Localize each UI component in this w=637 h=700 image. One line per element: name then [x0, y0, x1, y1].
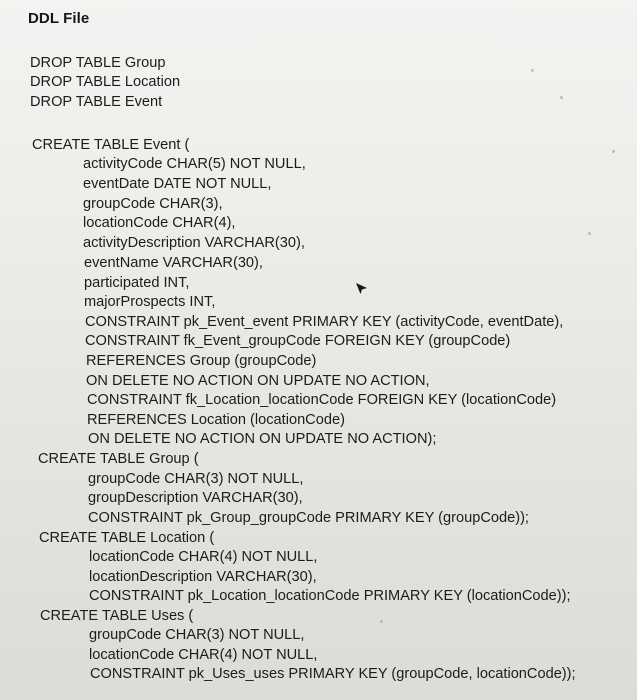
drop-statement-group: DROP TABLE Group	[30, 55, 166, 71]
screen-speck	[531, 69, 534, 72]
location-constraint-line: CONSTRAINT pk_Location_locationCode PRIMARY KEY (locationCode));	[89, 588, 571, 604]
create-location-header: CREATE TABLE Location (	[39, 530, 215, 546]
screen-speck	[588, 232, 591, 235]
event-column-line: majorProspects INT,	[84, 294, 216, 310]
uses-column-line: groupCode CHAR(3) NOT NULL,	[89, 627, 305, 643]
event-constraint-line: CONSTRAINT fk_Event_groupCode FOREIGN KEY (groupCode)	[85, 333, 511, 349]
event-column-line: eventDate DATE NOT NULL,	[83, 176, 272, 192]
drop-statement-location: DROP TABLE Location	[30, 74, 181, 90]
uses-column-line: locationCode CHAR(4) NOT NULL,	[89, 647, 318, 663]
event-column-line: participated INT,	[84, 275, 190, 291]
event-constraint-line: REFERENCES Group (groupCode)	[86, 353, 317, 369]
drop-statement-event: DROP TABLE Event	[30, 94, 163, 110]
event-constraint-line: CONSTRAINT pk_Event_event PRIMARY KEY (activityCode, eventDate),	[85, 314, 564, 330]
create-uses-header: CREATE TABLE Uses (	[40, 608, 194, 624]
event-column-line: activityCode CHAR(5) NOT NULL,	[83, 156, 306, 172]
event-column-line: locationCode CHAR(4),	[83, 215, 236, 231]
event-constraint-line: CONSTRAINT fk_Location_locationCode FOREIGN KEY (locationCode)	[87, 392, 557, 408]
create-event-header: CREATE TABLE Event (	[32, 137, 190, 153]
location-column-line: locationCode CHAR(4) NOT NULL,	[89, 549, 318, 565]
group-constraint-line: CONSTRAINT pk_Group_groupCode PRIMARY KEY (groupCode));	[88, 510, 529, 526]
event-column-line: groupCode CHAR(3),	[83, 196, 223, 212]
event-constraint-line: ON DELETE NO ACTION ON UPDATE NO ACTION);	[88, 431, 437, 447]
screen-speck	[380, 620, 383, 623]
event-constraint-line: ON DELETE NO ACTION ON UPDATE NO ACTION,	[86, 373, 430, 389]
event-constraint-line: REFERENCES Location (locationCode)	[87, 412, 345, 428]
group-column-line: groupCode CHAR(3) NOT NULL,	[88, 471, 304, 487]
uses-constraint-line: CONSTRAINT pk_Uses_uses PRIMARY KEY (groupCode, locationCode));	[90, 666, 576, 682]
group-column-line: groupDescription VARCHAR(30),	[88, 490, 303, 506]
create-group-header: CREATE TABLE Group (	[38, 451, 199, 467]
screen-speck	[612, 150, 615, 153]
mouse-pointer-icon	[355, 282, 369, 296]
event-column-line: eventName VARCHAR(30),	[84, 255, 263, 271]
screen-speck	[560, 96, 563, 99]
document-title: DDL File	[28, 10, 90, 27]
location-column-line: locationDescription VARCHAR(30),	[89, 569, 317, 585]
event-column-line: activityDescription VARCHAR(30),	[83, 235, 305, 251]
